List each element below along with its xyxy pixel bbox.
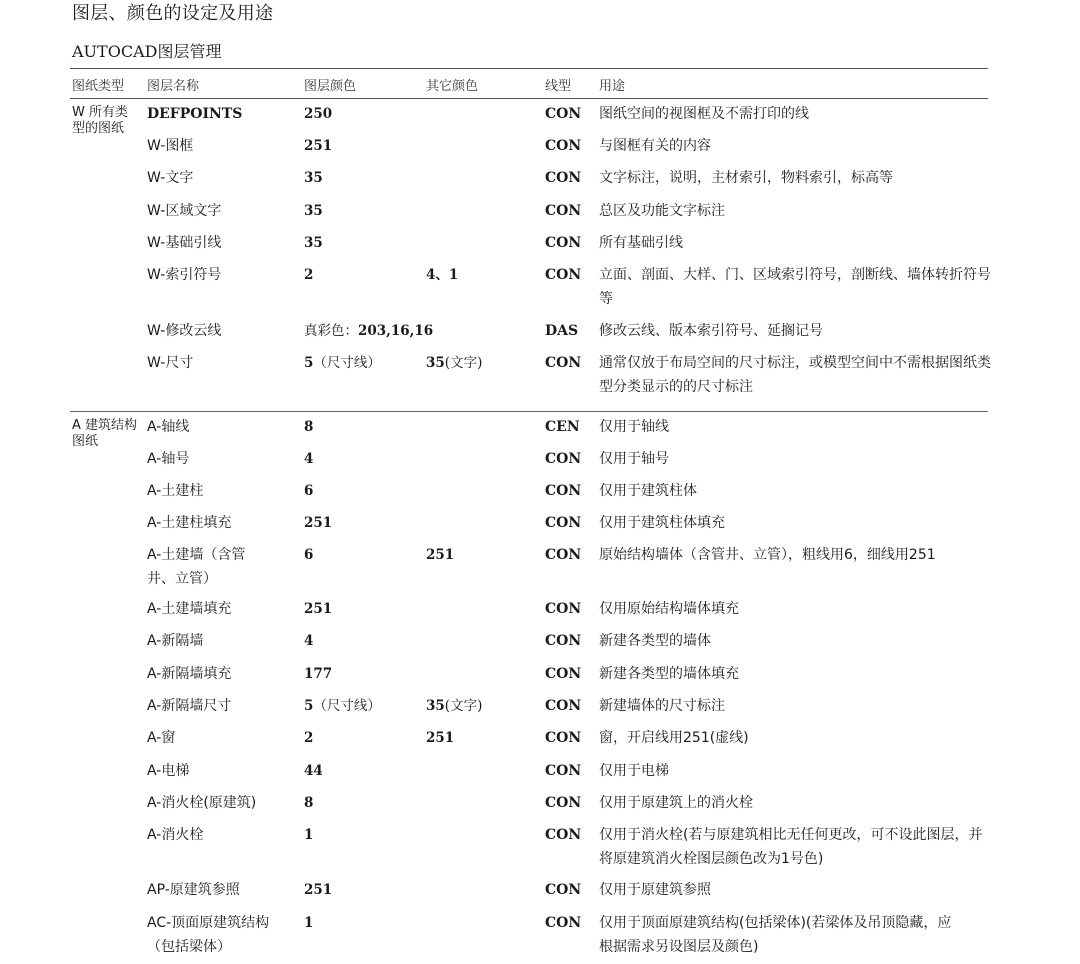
layer-name: W-索引符号 [147,267,222,283]
layer-name: A-消火栓(原建筑) [147,795,257,811]
layer-name: AP-原建筑参照 [147,882,240,898]
linetype: CON [545,515,582,531]
linetype: CON [545,483,582,499]
usage: 仅用于电梯 [599,763,669,779]
layer-name: A-新隔墙尺寸 [147,698,232,714]
layer-color: 1 [304,827,314,843]
linetype: CON [545,633,582,649]
layer-name: A-土建柱 [147,483,204,499]
usage: 文字标注，说明，主材索引，物料索引，标高等 [599,170,893,186]
layer-name: AC-顶面原建筑结构（包括梁体） [147,915,270,955]
other-color: 251 [426,730,455,746]
table-header [70,68,988,99]
layer-name: A-电梯 [147,763,190,779]
linetype: CON [545,451,582,467]
usage: 窗，开启线用251(虚线) [599,730,749,746]
usage: 仅用于轴线 [599,419,669,435]
usage: 仅用于轴号 [599,451,669,467]
page-title: 图层、颜色的设定及用途 [72,3,274,24]
color-prefix: 真彩色： [304,323,358,339]
layer-name: DEFPOINTS [147,106,243,122]
other-color: 4、1 [426,267,459,283]
usage: 新建各类型的墙体 [599,633,711,649]
linetype: CON [545,267,582,283]
usage: 通常仅放于布局空间的尺寸标注，或模型空间中不需根据图纸类型分类显示的的尺寸标注 [599,355,991,395]
layer-color: 35 [304,203,323,219]
usage: 仅用于建筑柱体填充 [599,515,725,531]
layer-color: 5 [304,355,314,371]
layer-name: A-土建柱填充 [147,515,232,531]
layer-color: 203,16,16 [358,323,434,339]
linetype: CON [545,827,582,843]
layer-name: A-土建墙填充 [147,601,232,617]
layer-name: W-修改云线 [147,323,222,339]
layer-name: A-轴线 [147,419,190,435]
layer-color: 35 [304,235,323,251]
linetype: CON [545,763,582,779]
header-other: 其它颜色 [426,79,479,94]
layer-color-cell [304,351,428,375]
layer-name: W-尺寸 [147,355,194,371]
linetype: CON [545,355,582,371]
usage: 仅用于消火栓(若与原建筑相比无任何更改，可不设此图层，并将原建筑消火栓图层颜色改为1号色) [599,827,983,867]
linetype: CON [545,795,582,811]
layer-name: A-消火栓 [147,827,204,843]
usage: 仅用原始结构墙体填充 [599,601,739,617]
other-suffix: (文字) [444,355,483,371]
usage: 立面、剖面、大样、门、区域索引符号，剖断线、墙体转折符号等 [599,267,991,307]
linetype: CON [545,730,582,746]
layer-name: A-窗 [147,730,176,746]
usage: 仅用于顶面原建筑结构(包括梁体)(若梁体及吊顶隐藏，应根据需求另设图层及颜色) [599,915,952,955]
other-color: 35 [426,698,445,714]
usage: 总区及功能文字标注 [599,203,725,219]
linetype: DAS [545,323,579,339]
layer-name: W-区域文字 [147,203,222,219]
layer-color: 251 [304,882,333,898]
linetype: CON [545,882,582,898]
layer-color-cell [304,319,434,343]
layer-name: W-文字 [147,170,194,186]
layer-color: 251 [304,515,333,531]
usage: 修改云线、版本索引符号、延搁记号 [599,323,823,339]
layer-name: A-轴号 [147,451,190,467]
header-linetype: 线型 [545,79,572,94]
layer-name: A-土建墙（含管井、立管） [147,547,246,587]
other-color: 35 [426,355,445,371]
layer-color: 2 [304,730,314,746]
layer-color: 2 [304,267,314,283]
layer-color-cell [304,694,428,718]
layer-color: 1 [304,915,314,931]
linetype: CON [545,601,582,617]
header-usage: 用途 [599,79,626,94]
layer-table [70,68,991,964]
linetype: CON [545,170,582,186]
section-subtitle: AUTOCAD图层管理 [72,42,222,61]
group-label: W 所有类型的图纸 [72,105,128,136]
linetype: CON [545,235,582,251]
layer-color: 6 [304,547,314,563]
group-a [70,411,988,964]
linetype: CEN [545,419,580,435]
layer-color: 5 [304,698,314,714]
layer-color: 4 [304,633,314,649]
layer-color: 251 [304,138,333,154]
usage: 新建各类型的墙体填充 [599,666,739,682]
linetype: CON [545,547,582,563]
linetype: CON [545,915,582,931]
usage: 仅用于原建筑上的消火栓 [599,795,753,811]
linetype: CON [545,138,582,154]
group-w [70,99,991,411]
header-name: 图层名称 [147,79,200,94]
usage: 所有基础引线 [599,235,683,251]
usage: 新建墙体的尺寸标注 [599,698,725,714]
usage: 与图框有关的内容 [599,138,711,154]
layer-color: 35 [304,170,323,186]
layer-color: 250 [304,106,333,122]
header-type: 图纸类型 [72,79,125,94]
layer-name: A-新隔墙 [147,633,204,649]
linetype: CON [545,698,582,714]
layer-color: 8 [304,419,314,435]
linetype: CON [545,106,582,122]
layer-color: 4 [304,451,314,467]
other-suffix: (文字) [444,698,483,714]
layer-name: W-基础引线 [147,235,222,251]
layer-color: 8 [304,795,314,811]
linetype: CON [545,203,582,219]
color-suffix: （尺寸线） [313,355,381,371]
layer-color: 6 [304,483,314,499]
other-color-cell [426,351,544,375]
layer-name: W-图框 [147,138,194,154]
layer-color: 44 [304,763,323,779]
usage: 仅用于原建筑参照 [599,882,711,898]
linetype: CON [545,666,582,682]
other-color-cell [426,694,544,718]
layer-name: A-新隔墙填充 [147,666,232,682]
layer-color: 251 [304,601,333,617]
color-suffix: （尺寸线） [313,698,381,714]
header-color: 图层颜色 [304,79,357,94]
group-label: A 建筑结构图纸 [72,418,138,449]
usage: 原始结构墙体（含管井、立管），粗线用6，细线用251 [599,547,936,563]
layer-color: 177 [304,666,333,682]
other-color: 251 [426,547,455,563]
usage: 仅用于建筑柱体 [599,483,697,499]
usage: 图纸空间的视图框及不需打印的线 [599,106,809,122]
